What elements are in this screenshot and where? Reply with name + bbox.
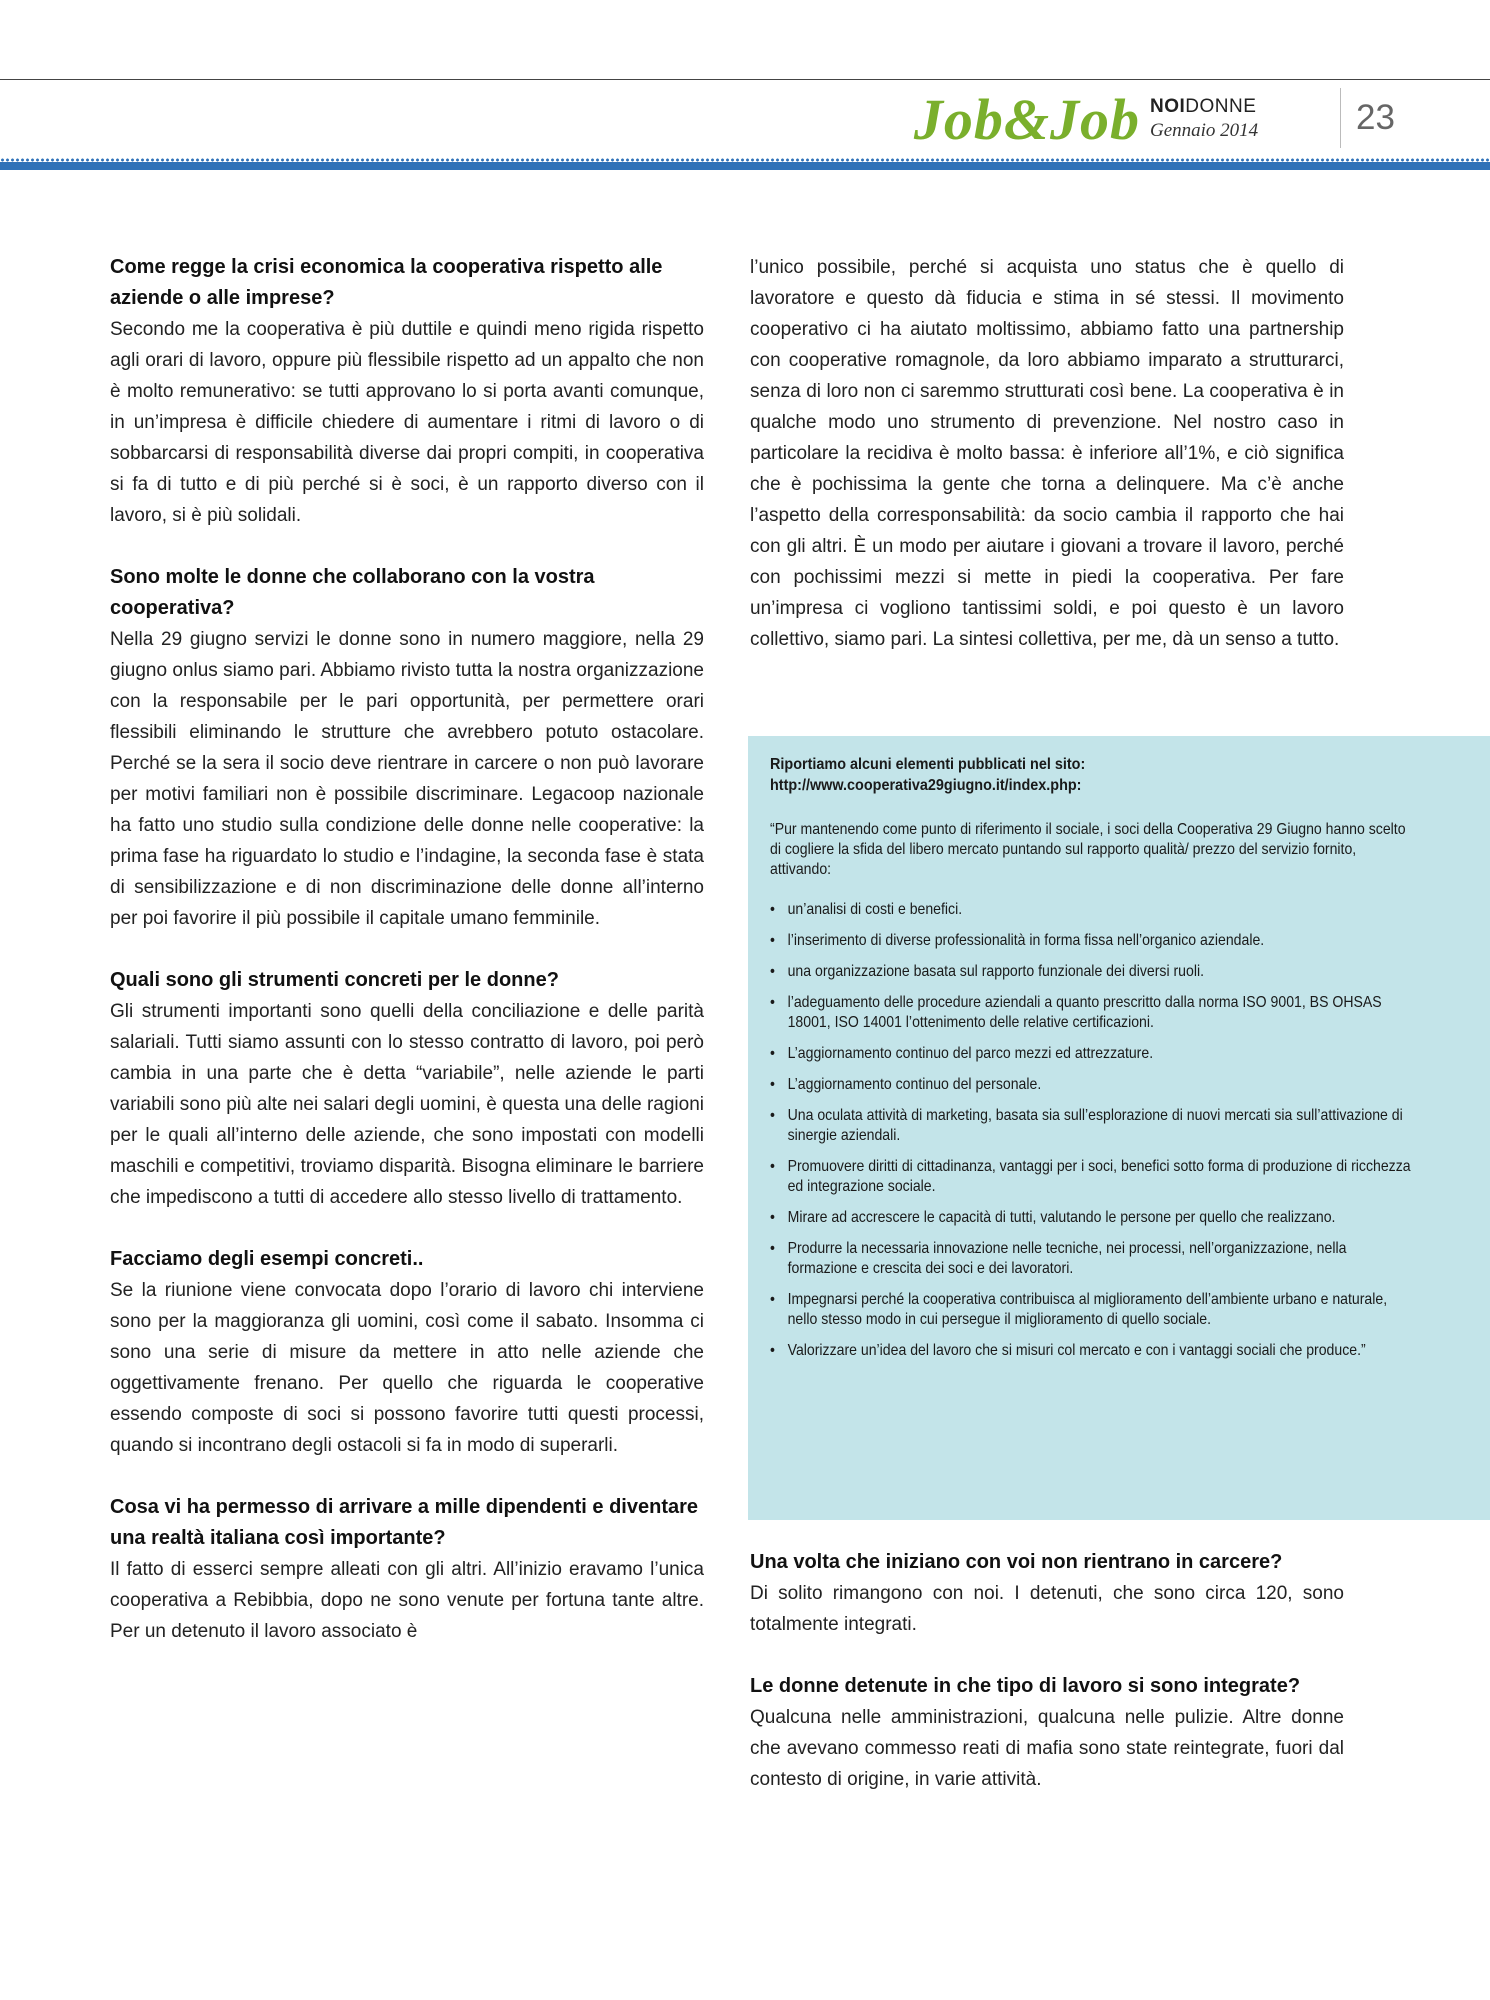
list-item: • L’aggiornamento continuo del personale. bbox=[770, 1076, 1042, 1093]
list-item: • una organizzazione basata sul rapporto funzionale dei diversi ruoli. bbox=[770, 963, 1205, 980]
question-heading: Come regge la crisi economica la cooperativa rispetto alle aziende o alle imprese? bbox=[110, 256, 663, 309]
question-heading: Quali sono gli strumenti concreti per le donne? bbox=[110, 969, 559, 991]
answer-paragraph-continued: l’unico possibile, perché si acquista uno status che è quello di lavoratore e questo dà fiducia e stima in sé stessi. Il movimento cooperativo ci ha aiutato moltissimo, abbiamo fatto una partnership con cooperative romagnole, da loro abbiamo imparato a strutturarci, senza di loro non ci saremmo strutturati così bene. La cooperativa è in qualche modo uno strumento di prevenzione. Nel nostro caso in particolare la recidiva è molto bassa: è inferiore all’1%, e ciò significa che è pochissima la gente che torna a delinquere. Ma c’è anche l’aspetto della corresponsabilità: da socio cambia il rapporto che hai con gli altri. È un modo per aiutare i giovani a trovare il lavoro, perché con pochissimi mezzi si mette in piedi la cooperativa. Per fare un’impresa ci vogliono tantissimi soldi, e poi questo è un lavoro collettivo, siamo pari. La sintesi collettiva, per me, dà un senso a tutto. bbox=[750, 257, 1344, 650]
question-heading: Cosa vi ha permesso di arrivare a mille dipendenti e diventare una realtà italiana così importante? bbox=[110, 1496, 699, 1549]
question-heading: Sono molte le donne che collaborano con la vostra cooperativa? bbox=[110, 566, 595, 619]
right-column-bottom bbox=[750, 1547, 1344, 1795]
list-item: • Promuovere diritti di cittadinanza, vantaggi per i soci, benefici sotto forma di produzione di ricchezza ed integrazione sociale. bbox=[770, 1158, 1411, 1195]
header-band bbox=[0, 162, 1490, 170]
section-brand: Job&Job bbox=[913, 87, 1140, 152]
question-heading: Facciamo degli esempi concreti.. bbox=[110, 1248, 424, 1270]
list-item: • Impegnarsi perché la cooperativa contribuisca al miglioramento dell’ambiente urbano e naturale, nello stesso modo in cui persegue il miglioramento di quello sociale. bbox=[770, 1291, 1388, 1328]
bullet-icon: • bbox=[770, 1076, 775, 1093]
magazine-name bbox=[1150, 96, 1258, 118]
bullet-icon: • bbox=[770, 1158, 775, 1175]
bullet-icon: • bbox=[770, 932, 775, 949]
bullet-icon: • bbox=[770, 994, 775, 1011]
bullet-icon: • bbox=[770, 1240, 775, 1257]
page-header bbox=[0, 80, 1490, 170]
page-number: 23 bbox=[1356, 98, 1395, 137]
list-item: • Valorizzare un’idea del lavoro che si misuri col mercato e con i vantaggi sociali che produce.” bbox=[770, 1342, 1366, 1359]
list-item: • Mirare ad accrescere le capacità di tutti, valutando le persone per quello che realizzano. bbox=[770, 1209, 1336, 1226]
question-heading: Le donne detenute in che tipo di lavoro si sono integrate? bbox=[750, 1675, 1301, 1697]
box-heading-url: http://www.cooperativa29giugno.it/index.php: bbox=[770, 777, 1082, 794]
answer-paragraph: Di solito rimangono con noi. I detenuti, che sono circa 120, sono totalmente integrati. bbox=[750, 1583, 1344, 1635]
answer-paragraph: Nella 29 giugno servizi le donne sono in numero maggiore, nella 29 giugno onlus siamo pari. Abbiamo rivisto tutta la nostra organizzazione con la responsabile per le pari opportunità, per permettere orari flessibili eliminando le strutture che avrebbero potuto ostacolare. Perché se la sera il socio deve rientrare in carcere o non può lavorare per motivi familiari non è possibile discriminare. Legacoop nazionale ha fatto uno studio sulla condizione delle donne nelle cooperative: la prima fase ha riguardato lo studio e l’indagine, la seconda fase è stata di sensibilizzazione e di non discriminazione delle donne all’interno per poi favorire il più possibile il capitale umano femminile. bbox=[110, 629, 704, 929]
bullet-icon: • bbox=[770, 901, 775, 918]
list-item: • Una oculata attività di marketing, basata sia sull’esplorazione di nuovi mercati sia sull’attivazione di sinergie aziendali. bbox=[770, 1107, 1403, 1144]
magazine-name-bold: NOI bbox=[1150, 96, 1186, 117]
left-column bbox=[110, 252, 704, 1647]
bullet-icon: • bbox=[770, 1209, 775, 1226]
list-item: • l’inserimento di diverse professionalità in forma fissa nell’organico aziendale. bbox=[770, 932, 1265, 949]
box-bullet-list bbox=[770, 900, 1410, 1361]
bullet-icon: • bbox=[770, 1342, 775, 1359]
issue-date: Gennaio 2014 bbox=[1150, 120, 1259, 141]
list-item: • Produrre la necessaria innovazione nelle tecniche, nei processi, nell’organizzazione, nella formazione e crescita dei soci e dei lavoratori. bbox=[770, 1240, 1347, 1277]
answer-paragraph: Gli strumenti importanti sono quelli della conciliazione e delle parità salariali. Tutti siamo assunti con lo stesso contratto di lavoro, poi però cambia in una parte che è detta “variabile”, nelle aziende le parti variabili sono più alte nei salari degli uomini, è questa una delle ragioni per le quali all’interno delle aziende, che sono impostati con modelli maschili e competitivi, troviamo disparità. Bisogna eliminare le barriere che impediscono a tutti di accedere allo stesso livello di trattamento. bbox=[110, 1001, 704, 1208]
answer-paragraph: Il fatto di esserci sempre alleati con gli altri. All’inizio eravamo l’unica cooperativa a Rebibbia, dopo ne sono venute per fortuna tante altre. Per un detenuto il lavoro associato è bbox=[110, 1559, 704, 1642]
sidebar-box bbox=[748, 736, 1490, 1520]
bullet-icon: • bbox=[770, 1107, 775, 1124]
list-item: • un’analisi di costi e benefici. bbox=[770, 901, 963, 918]
box-heading bbox=[770, 754, 1418, 796]
list-item: • L’aggiornamento continuo del parco mezzi ed attrezzature. bbox=[770, 1045, 1154, 1062]
question-heading: Una volta che iniziano con voi non rientrano in carcere? bbox=[750, 1551, 1283, 1573]
bullet-icon: • bbox=[770, 1045, 775, 1062]
list-item: • l’adeguamento delle procedure aziendali a quanto prescritto dalla norma ISO 9001, BS OHSAS 18001, ISO 14001 l’ottenimento delle relative certificazioni. bbox=[770, 994, 1382, 1031]
magazine-name-rest: DONNE bbox=[1185, 96, 1257, 117]
right-column-top bbox=[750, 252, 1344, 655]
header-separator bbox=[1340, 88, 1341, 148]
box-heading-line: Riportiamo alcuni elementi pubblicati nel sito: bbox=[770, 756, 1086, 773]
answer-paragraph: Secondo me la cooperativa è più duttile e quindi meno rigida rispetto agli orari di lavoro, oppure più flessibile rispetto ad un appalto che non è molto remunerativo: se tutti approvano lo si porta avanti comunque, in un’impresa è difficile chiedere di aumentare i ritmi di lavoro o di sobbarcarsi di responsabilità diverse dai propri compiti, in cooperativa si fa di tutto e di più perché si è soci, è un rapporto diverso con il lavoro, si è più solidali. bbox=[110, 319, 704, 526]
answer-paragraph: Qualcuna nelle amministrazioni, qualcuna nelle pulizie. Altre donne che avevano commesso reati di mafia sono state reintegrate, fuori dal contesto di origine, in varie attività. bbox=[750, 1707, 1344, 1790]
bullet-icon: • bbox=[770, 1291, 775, 1308]
answer-paragraph: Se la riunione viene convocata dopo l’orario di lavoro chi interviene sono per la maggioranza gli uomini, così come il sabato. Insomma ci sono una serie di misure da mettere in atto nelle aziende che oggettivamente frenano. Per quello che riguarda le cooperative essendo composte di soci si possono favorire tutti questi processi, quando si incontrano degli ostacoli si fa in modo di superarli. bbox=[110, 1280, 704, 1456]
bullet-icon: • bbox=[770, 963, 775, 980]
magazine-masthead bbox=[1150, 96, 1258, 142]
box-intro: “Pur mantenendo come punto di riferimento il sociale, i soci della Cooperativa 29 Giugno hanno scelto di cogliere la sfida del libero mercato puntando sul rapporto qualità/ prezzo del servizio fornito, attivando: bbox=[770, 821, 1406, 878]
